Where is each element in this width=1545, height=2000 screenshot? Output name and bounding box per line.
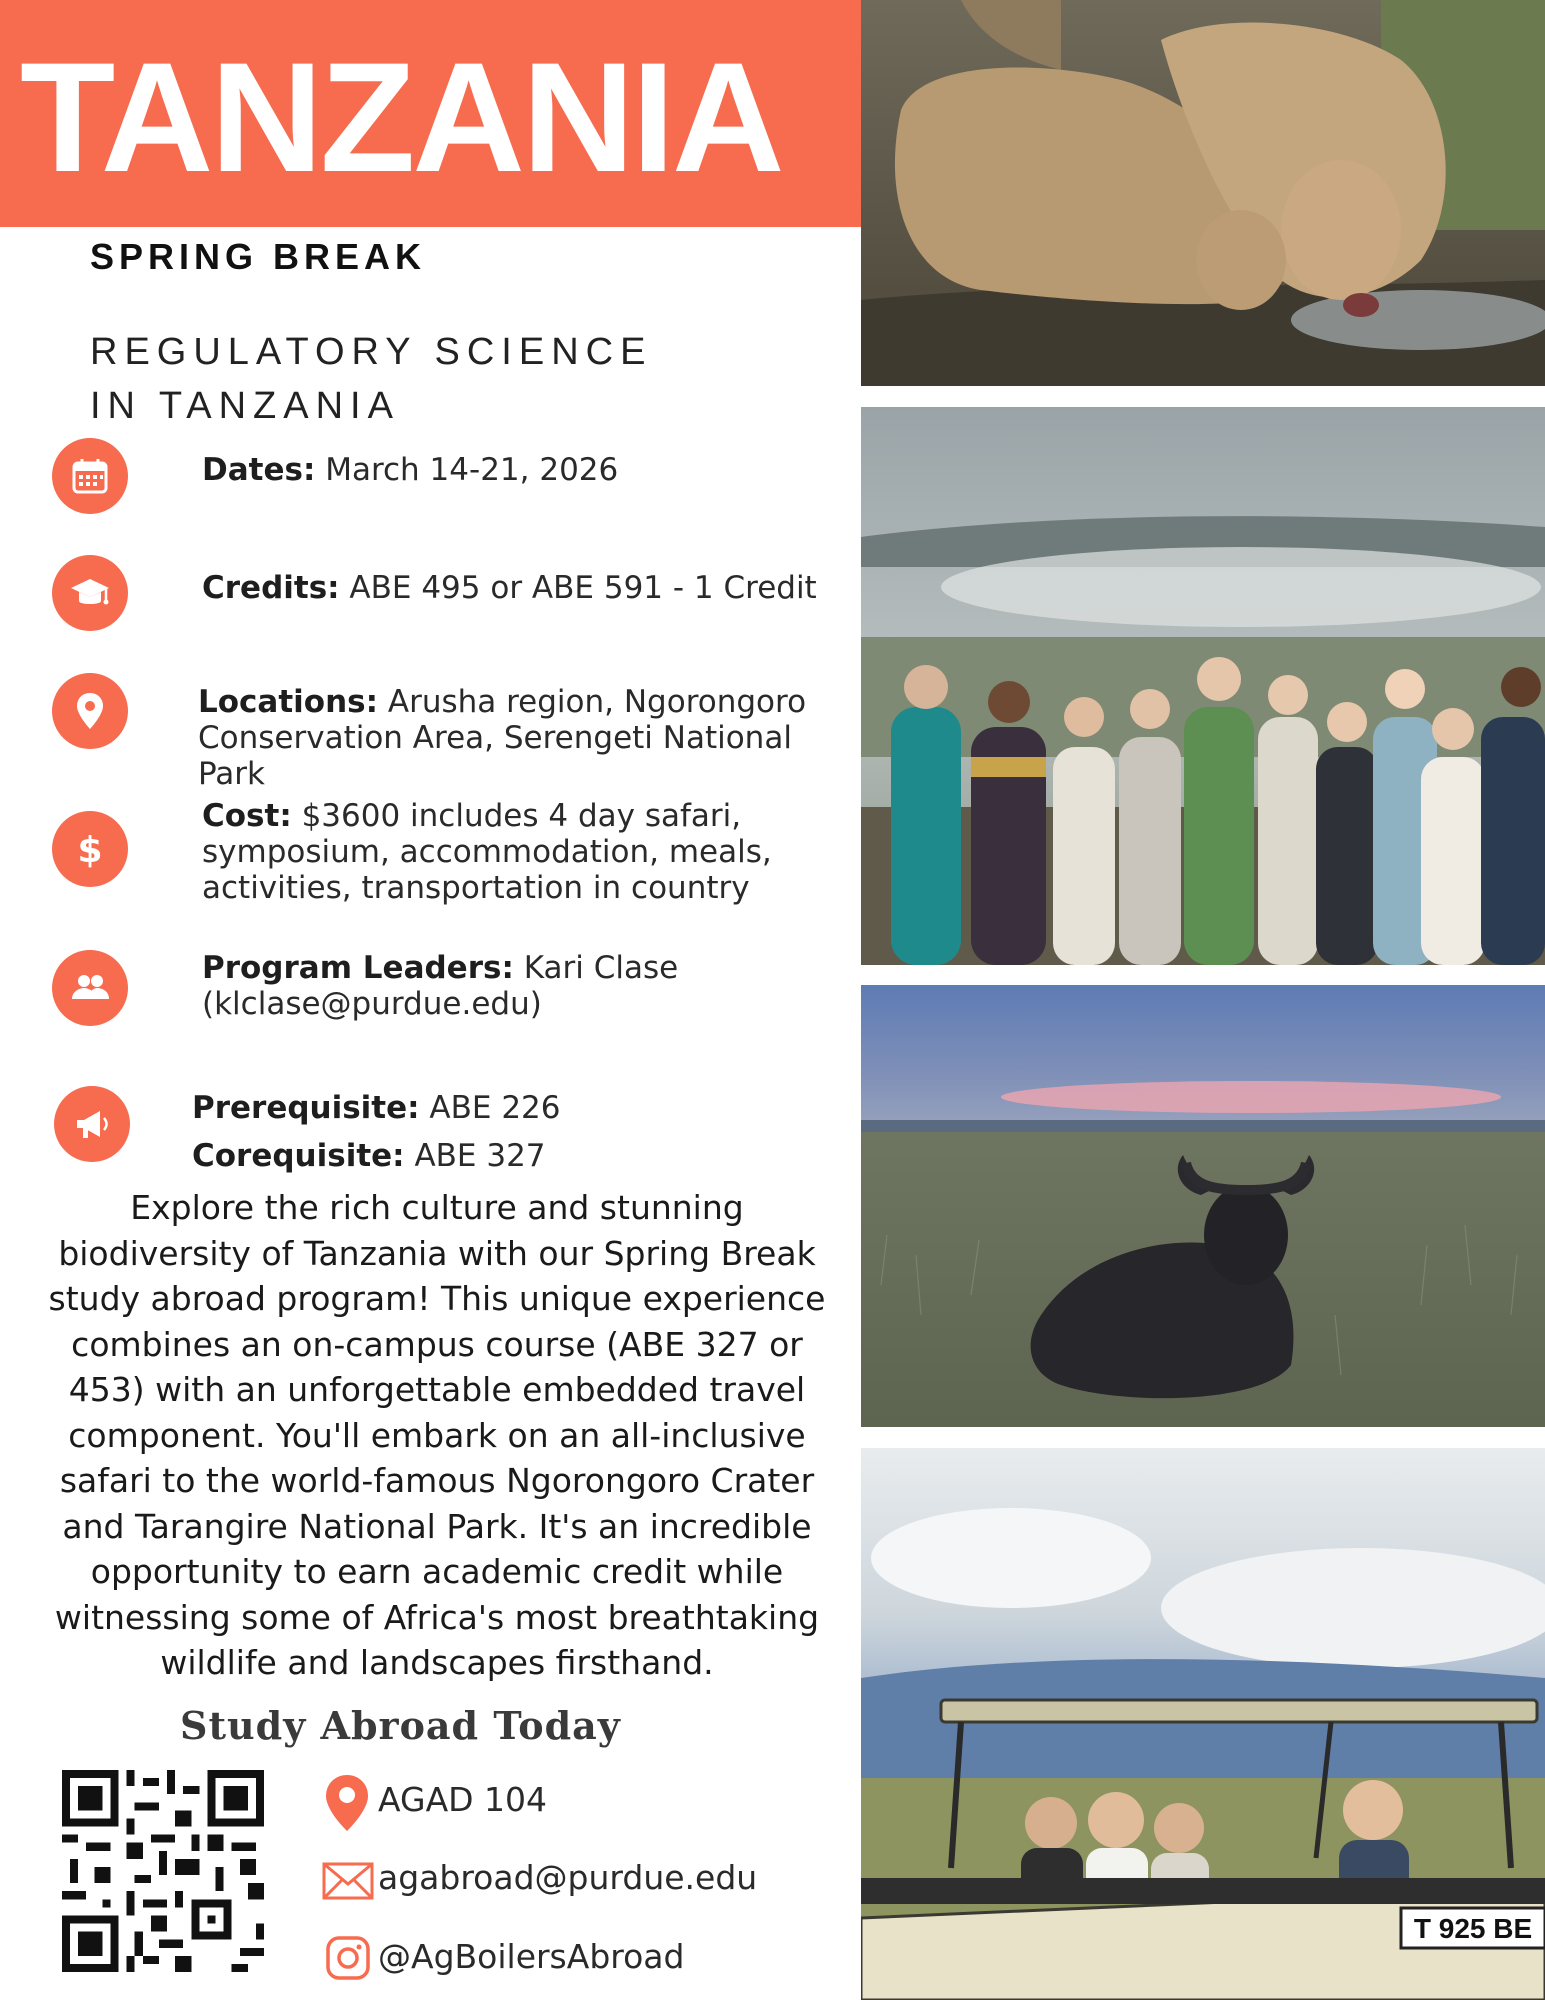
svg-text:$: $ bbox=[77, 830, 103, 871]
instagram-icon bbox=[325, 1935, 371, 1981]
leaders-row: Program Leaders: Kari Clase (klclase@purdue.edu) bbox=[202, 950, 679, 1022]
people-icon bbox=[52, 950, 128, 1026]
page-title: TANZANIA bbox=[20, 31, 782, 205]
office-location: AGAD 104 bbox=[378, 1780, 548, 1819]
dates-value: March 14-21, 2026 bbox=[325, 452, 619, 488]
qr-code[interactable] bbox=[62, 1770, 264, 1972]
locations-row: Locations: Arusha region, Ngorongoro Conservation Area, Serengeti National Park bbox=[198, 684, 807, 792]
megaphone-icon bbox=[54, 1086, 130, 1162]
prerequisite-value: ABE 226 bbox=[429, 1090, 561, 1126]
map-pin-icon bbox=[52, 673, 128, 749]
corequisite-value: ABE 327 bbox=[414, 1138, 546, 1174]
locations-value: Arusha region, Ngorongoro Conservation Area, Serengeti National Park bbox=[198, 684, 807, 792]
vehicle-plate: T 925 BE bbox=[1413, 1913, 1533, 1944]
cost-value: $3600 includes 4 day safari, symposium, accommodation, meals, activities, transportation in country bbox=[202, 798, 772, 906]
kicker: SPRING BREAK bbox=[90, 236, 427, 277]
credits-value: ABE 495 or ABE 591 - 1 Credit bbox=[349, 570, 817, 606]
group-photo bbox=[861, 407, 1545, 965]
leaders-value: Kari Clase (klclase@purdue.edu) bbox=[202, 950, 679, 1022]
credits-row: Credits: ABE 495 or ABE 591 - 1 Credit bbox=[202, 570, 817, 606]
dollar-icon bbox=[52, 811, 128, 887]
program-subtitle: REGULATORY SCIENCE IN TANZANIA bbox=[90, 331, 653, 427]
cost-row: Cost: $3600 includes 4 day safari, symposium, accommodation, meals, activities, transportation in country bbox=[202, 798, 772, 906]
email-link[interactable]: agabroad@purdue.edu bbox=[378, 1858, 758, 1897]
location-pin-icon bbox=[323, 1773, 371, 1833]
prerequisite-row: Prerequisite: ABE 226 bbox=[192, 1090, 561, 1126]
calendar-icon bbox=[52, 438, 128, 514]
program-description: Explore the rich culture and stunning biodiversity of Tanzania with our Spring Break study abroad program! This unique experience combines an on-campus course (ABE 327 or 453) with an unforgettable embedded travel component. You'll embark on an all-inclusive safari to the world-famous Ngorongoro Crater and Tarangire National Park. It's an incredible opportunity to earn academic credit while witnessing some of Africa's most breathtaking wildlife and landscapes firsthand. bbox=[48, 1188, 826, 1682]
dates-row: Dates: March 14-21, 2026 bbox=[202, 452, 619, 488]
lions-photo bbox=[861, 0, 1545, 386]
title-banner bbox=[0, 0, 861, 227]
corequisite-row: Corequisite: ABE 327 bbox=[192, 1138, 546, 1174]
graduation-cap-icon bbox=[52, 555, 128, 631]
instagram-handle[interactable]: @AgBoilersAbroad bbox=[378, 1937, 685, 1976]
call-to-action: Study Abroad Today bbox=[180, 1703, 621, 1748]
buffalo-photo bbox=[861, 985, 1545, 1427]
safari-vehicle-photo bbox=[861, 1448, 1545, 2000]
email-icon bbox=[322, 1862, 374, 1900]
